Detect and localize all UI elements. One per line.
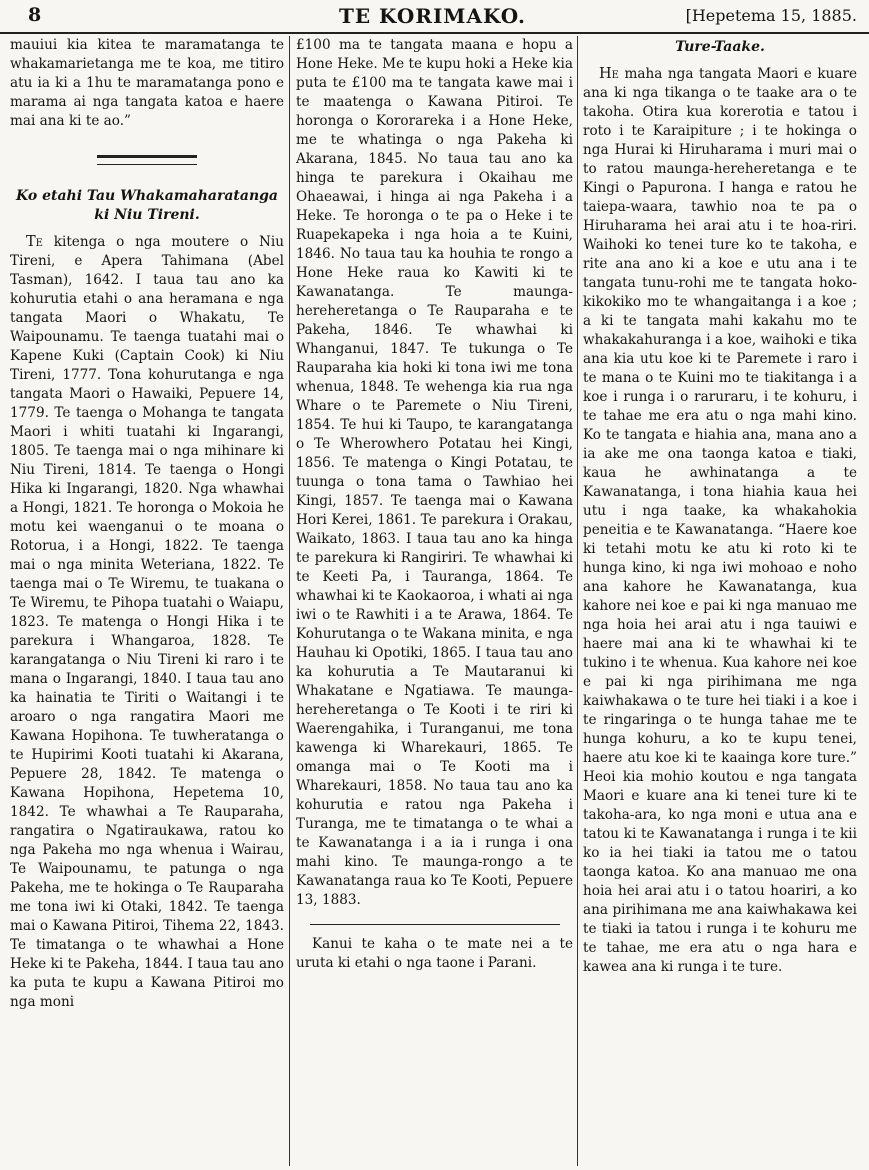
- column-rule: [577, 36, 578, 1166]
- column-rule: [289, 36, 290, 1166]
- masthead: [8, 4, 857, 32]
- lead-word: He: [599, 66, 619, 82]
- continued-paragraph: mauiui kia kitea te maramatanga te whakamarietanga me te koa, me titiro atu ia ki a 1hu te maramatanga pono e marama ai nga tangata katoa e haere mai ana ki te ao.”: [10, 37, 284, 129]
- article-body: [10, 233, 284, 1012]
- header-rule: [0, 32, 869, 34]
- article-title: Ko etahi Tau Whakamaharatanga ki Niu Tireni.: [16, 188, 278, 223]
- article-body: £100 ma te tangata maana e hopu a Hone Heke. Me te kupu hoki a Heke kia puta te £100 ma te tangata kawe mai i te maatenga o Kawana Pitiroi. Te horonga o Kororareka i a Hone Heke, me te whatinga o nga Pakeha ki Akarana, 1845. No taua tau ano ka hinga te parekura i Okaihau me Ohaeawai, i hinga ai nga Pakeha i a Heke. Te horonga o te pa o Heke i te Ruapekapeka i nga hoia a te Kuini, 1846. No taua tau ka houhia te rongo a Hone Heke raua ko Kawiti ki te Kawanatanga. Te maunga-hereheretanga o Te Rauparaha e te Pakeha, 1846. Te whawhai ki Whanganui, 1847. Te tukunga o Te Rauparaha kia hoki ki tona iwi me tona whenua, 1848. Te wehenga kia rua nga Whare o te Paremete o Niu Tireni, 1854. Te hui ki Taupo, te karangatanga o Te Wherowhero Potatau hei Kingi, 1856. Te matenga o Kingi Potatau, te tuunga o tona tama o Tawhiao hei Kingi, 1857. Te taenga mai o Kawana Hori Kerei, 1861. Te parekura i Orakau, Waikato, 1863. I taua tau ano ka hinga te parekura ki Rangiriri. Te whawhai ki te Keeti Pa, i Tauranga, 1864. Te whawhai ki te Kaokaoroa, i whati ai nga iwi o te Rawhiti i a te Arawa, 1864. Te Kohurutanga o te Wakana minita, e nga Hauhau ki Opotiki, 1865. I taua tau ano ka kohurutia a Te Mautaranui ki Whakatane e Ngatiawa. Te maunga-hereheretanga o Te Kooti i te riri ki Waerengahika, i Turanganui, me tona kawenga ki Wharekauri, 1865. Te omanga mai o Te Kooti ma i Wharekauri, 1858. No taua tau ano ka kohurutia e ratou nga Pakeha i Turanga, me te timatanga o te whai a te Kawanatanga i a ia i runga i ona mahi kino. Te maunga-rongo a te Kawanatanga raua ko Te Kooti, Pepuere 13, 1883.: [296, 37, 573, 908]
- column-3: [583, 36, 857, 1164]
- page-number: 8: [28, 4, 42, 26]
- newspaper-title: TE KORIMAKO.: [338, 4, 527, 28]
- lead-word: Te: [26, 234, 43, 250]
- news-notice: Kanui te kaha o te mate nei a te uruta ki etahi o nga taone i Parani.: [296, 936, 573, 971]
- article-title: Ture-Taake.: [675, 39, 765, 55]
- column-2: [296, 36, 573, 1164]
- body-text: maha nga tangata Maori e kuare ana ki nga tikanga o te taake ara o te takoha. Otira kua korerotia e tatou i roto i te Karaipiture ; i te hokinga o nga Hurai ki Hiruharama i muri mai o to ratou maunga-hereheretanga e te Kingi o Papurona. I hanga e ratou he taiepa-waara, tawhio noa te pa o Hiruharama hei arai atu i te hoa-riri. Waihoki ko tenei ture ko te takoha, e rite ana ano ki a koe e utu ana i te tangata tunu-rohi me te tangata hoko-kikokiko mo te whangaitanga i a koe ; a ki te tangata mahi kakahu mo te whakakahuranga i a koe, waihoki e tika ana kia utu koe ki te Paremete i raro i te mana o te Kuini mo te tiakitanga i a koe i runga i o raruraru, i te kohuru, i te tahae me era atu o nga mahi kino. Ko te tangata e hiahia ana, mana ano a ia ake me ona taonga katoa e tiaki, kaua he awhinatanga a te Kawanatanga, i tona hiahia kaua hei utu i nga taake, ka whakahokia peneitia e te Kawanatanga. “Haere koe ki tetahi motu ke atu ki roto ki te hunga kino, ki nga iwi mohoao e noho ana kahore he Kawanatanga, kua kahore nei koe e pai ki nga manuao me nga hoia hei arai atu i nga tauiwi e haere mai ana ki te whawhai ki te tukino i te whenua. Kua kahore nei koe e pai ki nga pirihimana me nga kaiwhakawa o te ture hei tiaki i a koe i te ringaringa o te hunga tahae me te hunga kohuru, a ko te kupu tenei, haere atu koe ki te kaainga kore ture.” Heoi kia mohio koutou e nga tangata Maori e kuare ana ki tenei ture ki te takoha-ara, ko nga moni e utua ana e tatou ki te Kawanatanga i runga i te kii ko ia hei tiaki ia tatou me o tatou taonga katoa. Ko ana manuao me ona hoia hei arai atu i o tatou hoariri, a ko ana pirihimana me ana kaiwhakawa kei te tiaki ia tatou i runga i te kohuru me te tahae, me era atu o nga hara e kawea ana ki runga i te ture.: [583, 66, 857, 975]
- section-divider: [97, 155, 197, 165]
- column-1: [10, 36, 284, 1164]
- article-body: [583, 65, 857, 977]
- issue-date: [Hepetema 15, 1885.: [685, 6, 857, 25]
- body-text: kitenga o nga moutere o Niu Tireni, e Apera Tahimana (Abel Tasman), 1642. I taua tau ano ka kohurutia etahi o ana heramana e nga tangata Maori o Whakatu, Te Waipounamu. Te taenga tuatahi mai o Kapene Kuki (Captain Cook) ki Niu Tireni, 1777. Tona kohurutanga e nga tangata Maori o Hawaiki, Pepuere 14, 1779. Te taenga o Mohanga te tangata Maori i whiti tuatahi ki Ingarangi, 1805. Te taenga mai o nga mihinare ki Niu Tireni, 1814. Te taenga o Hongi Hika ki Ingarangi, 1820. Nga whawhai a Hongi, 1821. Te horonga o Mokoia he motu kei waenganui o te moana o Rotorua, i a Hongi, 1822. Te taenga mai o nga minita Weteriana, 1822. Te taenga mai o Te Wiremu, te tuakana o Te Wiremu, te Pihopa tuatahi o Waiapu, 1823. Te matenga o Hongi Hika i te parekura i Whangaroa, 1828. Te karangatanga o Niu Tireni ki raro i te mana o Ingarangi, 1840. I taua tau ano ka hainatia te Tiriti o Waitangi i te aroaro o nga rangatira Maori me Kawana Hopihona. Te tuwheratanga o te Hupirimi Kooti tuatahi ki Akarana, Pepuere 28, 1842. Te matenga o Kawana Hopihona, Hepetema 10, 1842. Te whawhai a Te Rauparaha, rangatira o Ngatiraukawa, ratou ko nga Pakeha mo nga whenua i Wairau, Te Waipounamu, te patunga o nga Pakeha, me te hokinga o Te Rauparaha me tona iwi ki Otaki, 1842. Te taenga mai o Kawana Pitiroi, Tihema 22, 1843. Te timatanga o te whawhai a Hone Heke ki te Pakeha, 1844. I taua tau ano ka puta te kupu a Kawana Pitiroi mo nga moni: [10, 234, 284, 1010]
- section-divider: [310, 924, 560, 925]
